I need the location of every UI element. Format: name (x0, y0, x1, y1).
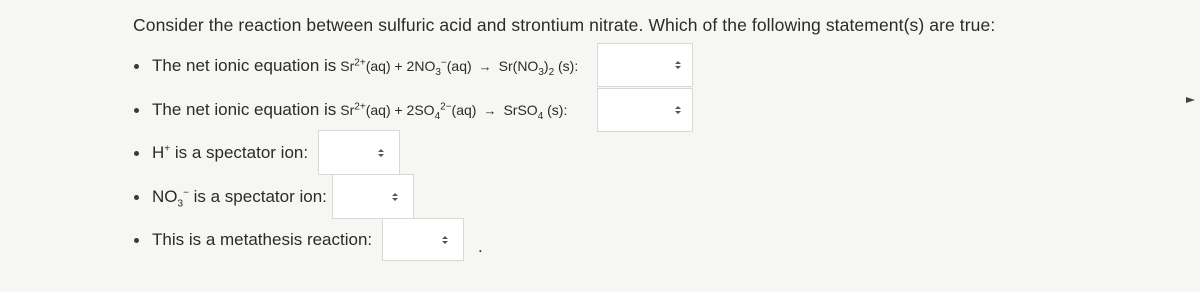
up-down-chevron-icon (391, 191, 399, 203)
statement-3-text: H+ is a spectator ion: (152, 143, 309, 162)
statement-4-select[interactable] (332, 174, 414, 219)
statement-5-select[interactable] (382, 218, 464, 261)
statement-1-select[interactable] (597, 43, 693, 87)
bullet (134, 238, 139, 243)
cursor-mark-icon (1186, 96, 1196, 104)
up-down-chevron-icon (441, 234, 449, 246)
statement-2-prefix: The net ionic equation is (152, 100, 337, 119)
bullet (134, 64, 139, 69)
up-down-chevron-icon (377, 147, 385, 159)
statement-2-equation: $Sr^{2+}(aq) + 2SO_4^{2-}(aq)$ → SrSO$_4$ (s): (340, 101, 568, 122)
statement-1-prefix: The net ionic equation is (152, 56, 337, 75)
statement-2-select[interactable] (597, 88, 693, 132)
statement-4 (134, 187, 327, 210)
statement-1-equation: $Sr^{2+}(aq) + 2NO_3^-(aq) \to Sr(NO_3)_2$ (s): (340, 57, 579, 78)
trailing-period: . (478, 237, 483, 256)
statement-5-text: This is a metathesis reaction: (152, 230, 373, 249)
statement-5 (134, 230, 372, 250)
statement-3 (134, 143, 308, 163)
statement-1 (134, 56, 578, 76)
bullet (134, 151, 139, 156)
statement-3-select[interactable] (318, 130, 400, 175)
question-text: Consider the reaction between sulfuric acid and strontium nitrate. Which of the following statement(s) are true: (133, 15, 996, 35)
statement-4-text: $NO_3^-$ is a spectator ion: (152, 187, 327, 210)
bullet (134, 108, 139, 113)
up-down-chevron-icon (674, 104, 682, 116)
bullet (134, 195, 139, 200)
up-down-chevron-icon (674, 59, 682, 71)
statement-2 (134, 100, 567, 120)
